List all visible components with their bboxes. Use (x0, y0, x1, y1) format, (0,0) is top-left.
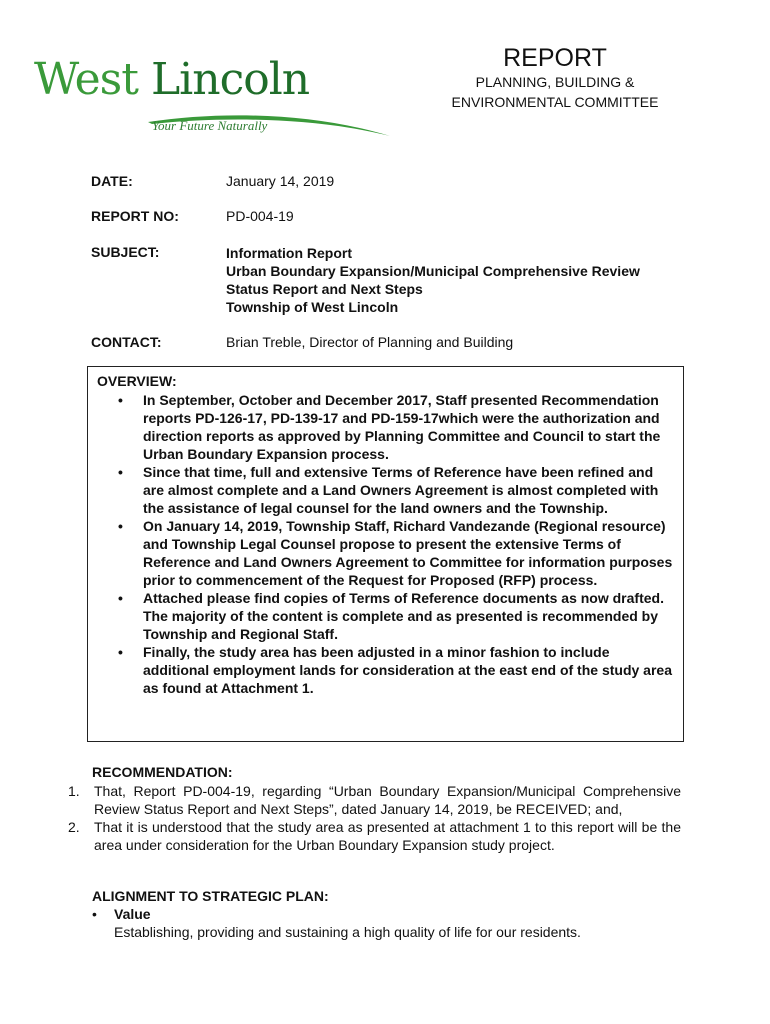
date-label: DATE: (91, 173, 133, 189)
report-no-label: REPORT NO: (91, 208, 179, 224)
overview-heading: OVERVIEW: (97, 373, 177, 389)
bullet-icon: • (92, 906, 97, 922)
logo-tagline: Your Future Naturally (152, 118, 268, 133)
overview-item (88, 589, 678, 643)
report-no-value: PD-004-19 (226, 208, 294, 224)
date-value: January 14, 2019 (226, 173, 335, 189)
recommendation-text: That it is understood that the study area as presented at attachment 1 to this report will be the area under consideration for the Urban Boundary Expansion study project. (94, 819, 681, 853)
subject-line: Status Report and Next Steps (226, 281, 423, 297)
overview-item-text: In September, October and December 2017, Staff presented Recommendation reports PD-126-17, PD-139-17 and PD-159-17which were the authorization and direction reports as approved by Planning Committee and Council to start the Urban Boundary Expansion process. (143, 392, 661, 462)
committee-line-2: ENVIRONMENTAL COMMITTEE (451, 94, 659, 110)
overview-item (88, 391, 678, 463)
overview-list (88, 391, 678, 697)
report-title: REPORT (503, 44, 607, 72)
alignment-value-label: Value (114, 906, 151, 922)
bullet-icon: • (118, 464, 123, 480)
overview-item-text: Finally, the study area has been adjusted in a minor fashion to include additional employment lands for consideration at the east end of the study area as found at Attachment 1. (143, 644, 672, 696)
logo-word-west: West (34, 54, 138, 105)
subject-line: Information Report (226, 245, 352, 261)
recommendation-text: That, Report PD-004-19, regarding “Urban Boundary Expansion/Municipal Comprehensive Review Status Report and Next Steps”, dated January 14, 2019, be RECEIVED; and, (94, 783, 681, 817)
overview-item (88, 463, 678, 517)
contact-value: Brian Treble, Director of Planning and Building (226, 334, 514, 350)
alignment-value-description: Establishing, providing and sustaining a high quality of life for our residents. (114, 924, 581, 940)
subject-label: SUBJECT: (91, 244, 160, 260)
recommendation-item (68, 818, 681, 854)
overview-item-text: Attached please find copies of Terms of Reference documents as now drafted. The majority of the content is complete and as presented is recommended by Township and Regional Staff. (143, 590, 664, 642)
committee-line-1: PLANNING, BUILDING & (475, 74, 635, 90)
logo-word-lincoln: Lincoln (150, 54, 310, 105)
overview-item-text: Since that time, full and extensive Terms of Reference have been refined and are almost complete and a Land Owners Agreement is almost completed with the assistance of legal counsel for the land owners and the Township. (143, 464, 659, 516)
recommendation-number: 1. (68, 783, 80, 799)
overview-item-text: On January 14, 2019, Township Staff, Richard Vandezande (Regional resource) and Township Legal Counsel propose to present the extensive Terms of Reference and Land Owners Agreement to Committee for information purposes prior to commencement of the Request for Proposed (RFP) process. (143, 518, 673, 588)
bullet-icon: • (118, 590, 123, 606)
recommendation-number: 2. (68, 819, 80, 835)
overview-box (87, 366, 684, 742)
subject-line: Urban Boundary Expansion/Municipal Comprehensive Review (226, 263, 640, 279)
recommendation-item (68, 782, 681, 818)
subject-line: Township of West Lincoln (226, 299, 399, 315)
overview-item (88, 643, 678, 697)
subject-value (226, 244, 640, 316)
overview-item (88, 517, 678, 589)
bullet-icon: • (118, 518, 123, 534)
committee-name (430, 72, 680, 112)
bullet-icon: • (118, 392, 123, 408)
contact-label: CONTACT: (91, 334, 162, 350)
bullet-icon: • (118, 644, 123, 660)
recommendation-heading: RECOMMENDATION: (92, 764, 233, 780)
recommendation-list (68, 782, 681, 854)
alignment-heading: ALIGNMENT TO STRATEGIC PLAN: (92, 888, 329, 904)
west-lincoln-logo (28, 54, 398, 138)
